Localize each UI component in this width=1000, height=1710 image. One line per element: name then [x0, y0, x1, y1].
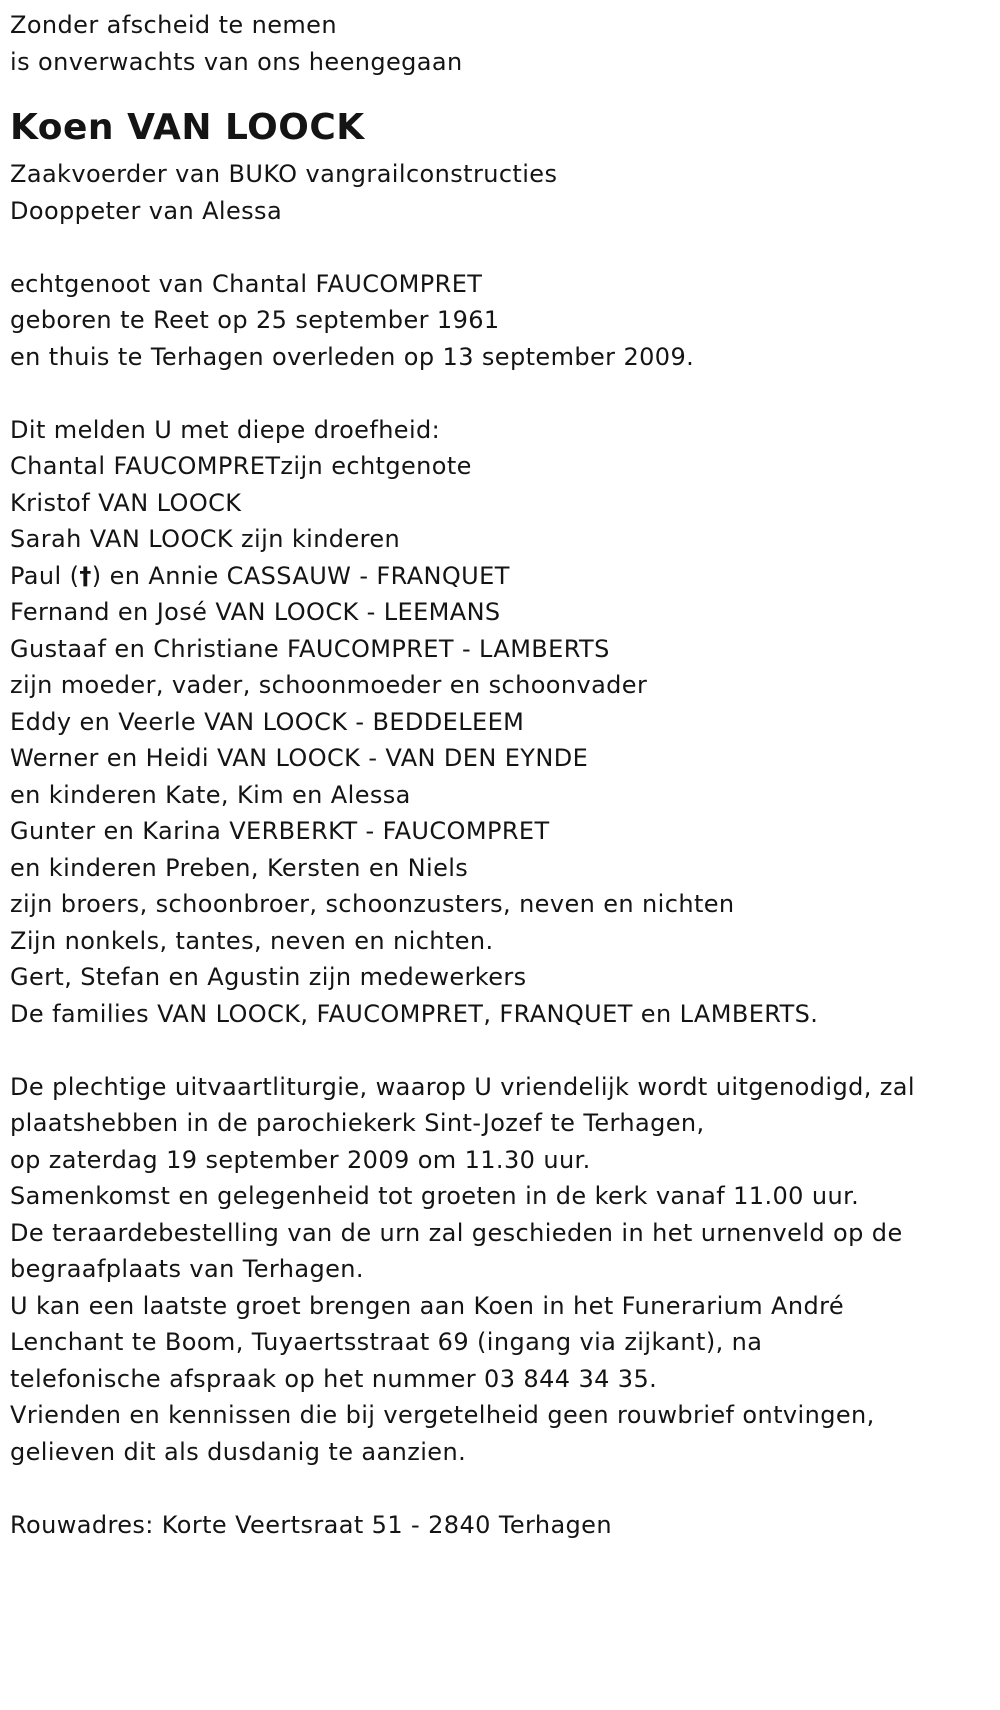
- mourners-heading: Dit melden U met diepe droefheid:: [10, 415, 441, 444]
- ceremony-line: plaatshebben in de parochiekerk Sint-Jozef te Terhagen,: [10, 1109, 705, 1137]
- death-notice: [10, 0, 995, 1543]
- mourner-line: en kinderen Preben, Kersten en Niels: [10, 853, 469, 882]
- ceremony-line: Lenchant te Boom, Tuyaertsstraat 69 (ingang via zijkant), na: [10, 1328, 763, 1356]
- detail-line: en thuis te Terhagen overleden op 13 september 2009.: [10, 342, 695, 371]
- mourner-line: De families VAN LOOCK, FAUCOMPRET, FRANQUET en LAMBERTS.: [10, 999, 819, 1028]
- mourner-line: zijn broers, schoonbroer, schoonzusters, neven en nichten: [10, 890, 735, 918]
- ceremony-line: De teraardebestelling van de urn zal geschieden in het urnenveld op de: [10, 1218, 903, 1247]
- mourner-line: [10, 558, 995, 595]
- spacer: [10, 375, 995, 412]
- spacer: [10, 1032, 995, 1069]
- deceased-name: Koen VAN LOOCK: [10, 107, 365, 148]
- ceremony-details: [10, 1069, 995, 1471]
- mourner-line: Chantal FAUCOMPRETzijn echtgenote: [10, 452, 472, 480]
- deceased-roles: [10, 156, 995, 229]
- cross-icon: †: [79, 561, 92, 590]
- detail-line: echtgenoot van Chantal FAUCOMPRET: [10, 269, 483, 298]
- mourner-line: Werner en Heidi VAN LOOCK - VAN DEN EYNDE: [10, 744, 589, 772]
- mourner-line: Gustaaf en Christiane FAUCOMPRET - LAMBERTS: [10, 634, 610, 663]
- role-line: Zaakvoerder van BUKO vangrailconstructies: [10, 160, 558, 188]
- mourning-address: Rouwadres: Korte Veertsraat 51 - 2840 Terhagen: [10, 1510, 612, 1539]
- intro-line: Zonder afscheid te nemen: [10, 11, 337, 39]
- ceremony-line: U kan een laatste groet brengen aan Koen in het Funerarium André: [10, 1291, 845, 1320]
- mourner-line: Gert, Stefan en Agustin zijn medewerkers: [10, 963, 527, 991]
- mourner-line: Zijn nonkels, tantes, neven en nichten.: [10, 926, 494, 955]
- mourner-text: ) en Annie CASSAUW - FRANQUET: [91, 561, 510, 590]
- mourner-line: Kristof VAN LOOCK: [10, 488, 242, 517]
- life-details: [10, 266, 995, 376]
- ceremony-line: gelieven dit als dusdanig te aanzien.: [10, 1437, 467, 1466]
- mourner-line: Fernand en José VAN LOOCK - LEEMANS: [10, 598, 501, 626]
- ceremony-line: De plechtige uitvaartliturgie, waarop U vriendelijk wordt uitgenodigd, zal: [10, 1072, 915, 1101]
- ceremony-line: telefonische afspraak op het nummer 03 844 34 35.: [10, 1364, 658, 1393]
- mourner-text: Paul (: [10, 561, 80, 590]
- ceremony-line: Samenkomst en gelegenheid tot groeten in de kerk vanaf 11.00 uur.: [10, 1182, 860, 1210]
- spacer: [10, 229, 995, 266]
- detail-line: geboren te Reet op 25 september 1961: [10, 306, 500, 334]
- spacer: [10, 1470, 995, 1507]
- ceremony-line: op zaterdag 19 september 2009 om 11.30 uur.: [10, 1145, 591, 1174]
- intro-text: [10, 7, 995, 80]
- mourner-line: Eddy en Veerle VAN LOOCK - BEDDELEEM: [10, 707, 525, 736]
- mourner-line: zijn moeder, vader, schoonmoeder en schoonvader: [10, 671, 648, 699]
- mourners-list: [10, 412, 995, 1033]
- mourner-line: Gunter en Karina VERBERKT - FAUCOMPRET: [10, 817, 550, 845]
- intro-line: is onverwachts van ons heengegaan: [10, 47, 463, 76]
- mourner-line: en kinderen Kate, Kim en Alessa: [10, 780, 411, 809]
- role-line: Dooppeter van Alessa: [10, 196, 283, 225]
- mourner-line: Sarah VAN LOOCK zijn kinderen: [10, 525, 401, 553]
- ceremony-line: begraafplaats van Terhagen.: [10, 1255, 364, 1283]
- ceremony-line: Vrienden en kennissen die bij vergetelheid geen rouwbrief ontvingen,: [10, 1401, 875, 1429]
